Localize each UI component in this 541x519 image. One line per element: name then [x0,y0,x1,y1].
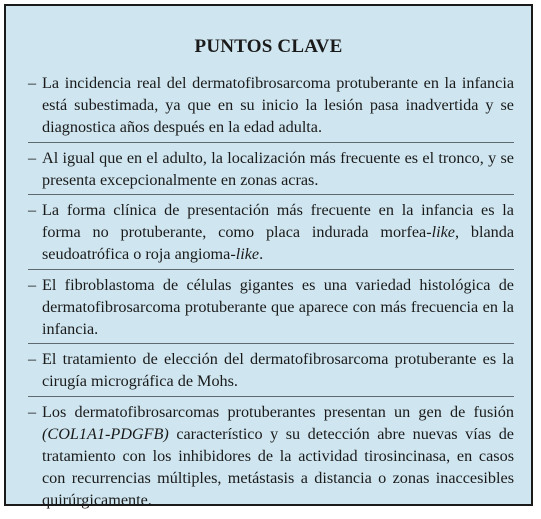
list-item [28,147,514,195]
list-item [28,401,514,515]
list-item [28,274,514,345]
item-text: Al igual que en el adulto, la localización más frecuente es el tronco, y se presenta excepcionalmente en zonas acras. [42,148,514,189]
item-text-part: Los dermatofibrosarcomas protuberantes presentan un gen de fusión [42,402,514,421]
dash-bullet: – [28,74,37,92]
item-italic-text: like [431,223,455,242]
list-item [28,72,514,143]
item-text: El tratamiento de elección del dermatofibrosarcoma protuberante es la cirugía micrográfica de Mohs. [42,350,514,391]
box-title: PUNTOS CLAVE [194,36,343,57]
item-italic-text: like [235,245,260,264]
list-item [28,348,514,396]
dash-bullet: – [28,275,37,294]
dash-bullet: – [28,201,37,220]
item-italic-text: (COL1A1-PDGFB) [42,424,169,443]
key-points-list [28,72,514,519]
item-text-part: La forma clínica de presentación más frecuente en la infancia es la forma no protuberante, como placa indurada morfea- [42,201,514,242]
item-text-part: característico y su detección abre nuevas vías de tratamiento con los inhibidores de la actividad tirosincinasa, en casos con recurrencias múltiples, metástasis a distancia o zonas inaccesibles quirúrgicamente. [42,424,514,510]
item-text: La incidencia real del dermatofibrosarcoma protuberante en la infancia está subestimada, ya que en su inicio la lesión pasa inadvertida y se diagnostica años después en la edad adulta. [42,74,514,137]
key-points-box [4,4,533,510]
dash-bullet: – [28,350,37,369]
list-item [28,199,514,270]
dash-bullet: – [28,148,37,167]
item-text-part: , blanda seudoatrófica o roja angioma- [42,223,515,264]
dash-bullet: – [28,402,37,421]
item-text: El fibroblastoma de células gigantes es una variedad histológica de dermatofibrosarcoma protuberante que aparece con más frecuencia en la infancia. [42,275,514,339]
item-text-part: . [259,245,264,264]
